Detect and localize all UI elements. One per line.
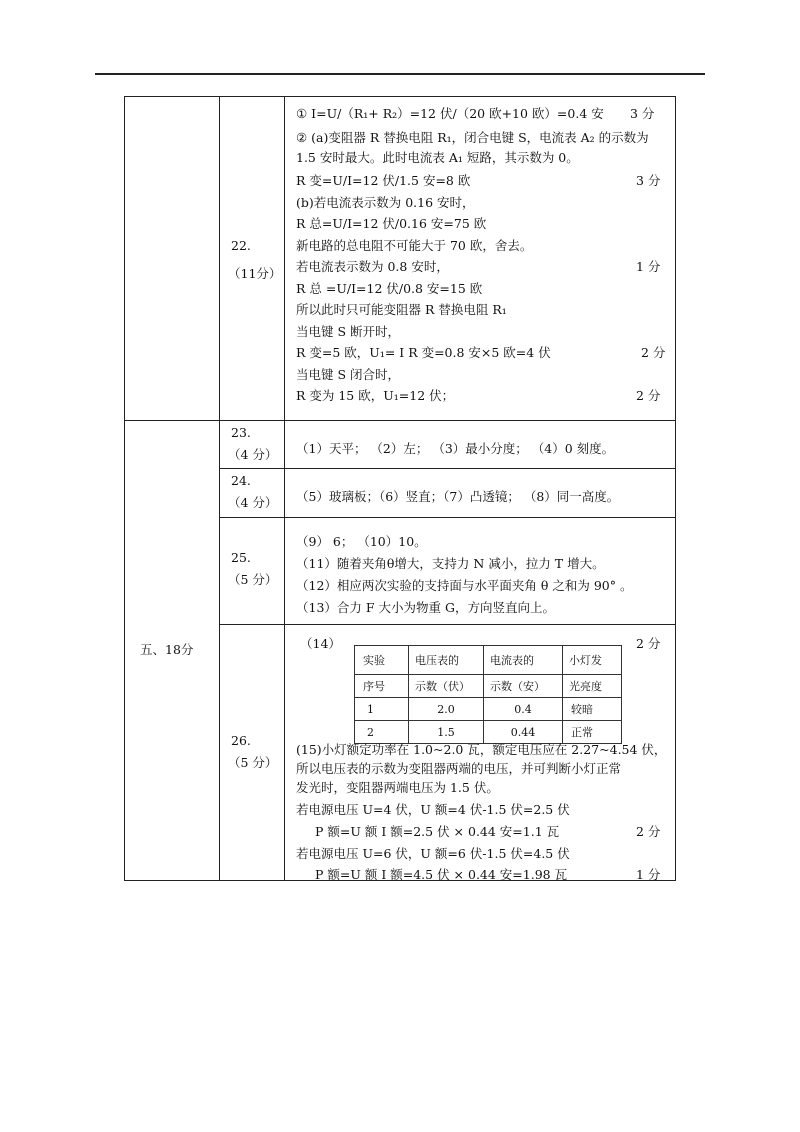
table-cell: 较暗 — [563, 698, 622, 721]
table-cell: 1 — [355, 698, 409, 721]
table-header-row — [355, 646, 622, 675]
header-cell: 示数（伏） — [409, 675, 484, 698]
q26-line: P 额=U 额 I 额=2.5 伏 × 0.44 安=1.1 瓦 — [315, 824, 560, 839]
q24-points: （4 分） — [228, 495, 278, 510]
table-header-row — [355, 675, 622, 698]
q25-number: 25. — [231, 550, 251, 565]
q22-line: ① I=U/（R₁+ R₂）=12 伏/（20 欧+10 欧）=0.4 安 — [296, 106, 604, 121]
q26-label-14: （14） — [300, 636, 341, 651]
q22-line: R 总 =U/I=12 伏/0.8 安=15 欧 — [296, 281, 483, 296]
q22-line: 当电键 S 断开时， — [296, 324, 401, 339]
table-cell: 2.0 — [409, 698, 484, 721]
table-cell: 2 — [355, 721, 409, 744]
q22-number: 22. — [231, 238, 251, 253]
q26-number: 26. — [231, 733, 251, 748]
q22-line: 当电键 S 闭合时， — [296, 367, 401, 382]
q25-points: （5 分） — [228, 572, 278, 587]
table-cell: 正常 — [563, 721, 622, 744]
row-divider-23 — [219, 468, 676, 469]
q26-line: (15)小灯额定功率在 1.0~2.0 瓦，额定电压应在 2.27~4.54 伏， — [296, 742, 667, 757]
q22-line: 1.5 安时最大。此时电流表 A₁ 短路，其示数为 0。 — [296, 150, 579, 165]
row-divider-25 — [219, 624, 676, 625]
q23-number: 23. — [231, 425, 251, 440]
q26-score-14: 2 分 — [636, 636, 661, 651]
row-divider-22 — [124, 420, 676, 421]
q22-line: R 变=U/I=12 伏/1.5 安=8 欧 — [296, 173, 471, 188]
header-cell: 示数（安） — [484, 675, 563, 698]
q26-line: 若电源电压 U=6 伏，U 额=6 伏-1.5 伏=4.5 伏 — [296, 846, 570, 861]
table-cell: 0.4 — [484, 698, 563, 721]
q26-line: 所以电压表的示数为变阻器两端的电压，并可判断小灯正常 — [296, 761, 622, 776]
q26-line: 发光时，变阻器两端电压为 1.5 伏。 — [296, 780, 499, 795]
row-divider-24 — [219, 517, 676, 518]
column-divider-2 — [284, 96, 285, 881]
q23-points: （4 分） — [228, 447, 278, 462]
header-cell: 电流表的 — [484, 646, 563, 675]
header-cell: 实验 — [355, 646, 409, 675]
q22-points: （11分） — [228, 266, 282, 281]
q26-line: P 额=U 额 I 额=4.5 伏 × 0.44 安=1.98 瓦 — [315, 867, 568, 882]
q26-score: 1 分 — [636, 867, 661, 882]
q26-line: 若电源电压 U=4 伏，U 额=4 伏-1.5 伏=2.5 伏 — [296, 802, 570, 817]
q24-answer: （5）玻璃板；（6）竖直；（7）凸透镜； （8）同一高度。 — [296, 489, 620, 504]
q24-number: 24. — [231, 473, 251, 488]
table-row — [355, 721, 622, 744]
q25-line: （11）随着夹角θ增大，支持力 N 减小，拉力 T 增大。 — [296, 556, 605, 571]
q22-line: 新电路的总电阻不可能大于 70 欧，舍去。 — [296, 238, 533, 253]
q22-score: 1 分 — [636, 259, 661, 274]
q25-line: （9） 6； （10）10。 — [296, 534, 427, 549]
table-cell: 1.5 — [409, 721, 484, 744]
q25-line: （13）合力 F 大小为物重 G，方向竖直向上。 — [296, 600, 555, 615]
q22-line: (b)若电流表示数为 0.16 安时， — [296, 195, 475, 210]
q26-points: （5 分） — [228, 755, 278, 770]
q22-line: R 总=U/I=12 伏/0.16 安=75 欧 — [296, 216, 487, 231]
section-label: 五、18分 — [140, 642, 194, 657]
table-row — [355, 698, 622, 721]
q22-line: 所以此时只可能变阻器 R 替换电阻 R₁ — [296, 302, 507, 317]
q22-line: ② (a)变阻器 R 替换电阻 R₁，闭合电键 S，电流表 A₂ 的示数为 — [296, 130, 649, 145]
q22-score: 3 分 — [636, 173, 661, 188]
q22-line: 若电流表示数为 0.8 安时， — [296, 259, 449, 274]
header-cell: 电压表的 — [409, 646, 484, 675]
q25-line: （12）相应两次实验的支持面与水平面夹角 θ 之和为 90° 。 — [296, 578, 633, 593]
header-rule — [95, 73, 705, 75]
q22-score: 2 分 — [636, 388, 661, 403]
experiment-table — [354, 645, 622, 744]
q22-score: 3 分 — [630, 106, 655, 121]
q22-score: 2 分 — [641, 345, 666, 360]
table-cell: 0.44 — [484, 721, 563, 744]
column-divider-1 — [219, 96, 220, 881]
q23-answer: （1）天平； （2）左； （3）最小分度； （4）0 刻度。 — [296, 441, 615, 456]
q22-line: R 变为 15 欧，U₁=12 伏； — [296, 388, 455, 403]
q26-score: 2 分 — [636, 824, 661, 839]
header-cell: 小灯发 — [563, 646, 622, 675]
q22-line: R 变=5 欧，U₁= I R 变=0.8 安×5 欧=4 伏 — [296, 345, 551, 360]
header-cell: 序号 — [355, 675, 409, 698]
header-cell: 光亮度 — [563, 675, 622, 698]
